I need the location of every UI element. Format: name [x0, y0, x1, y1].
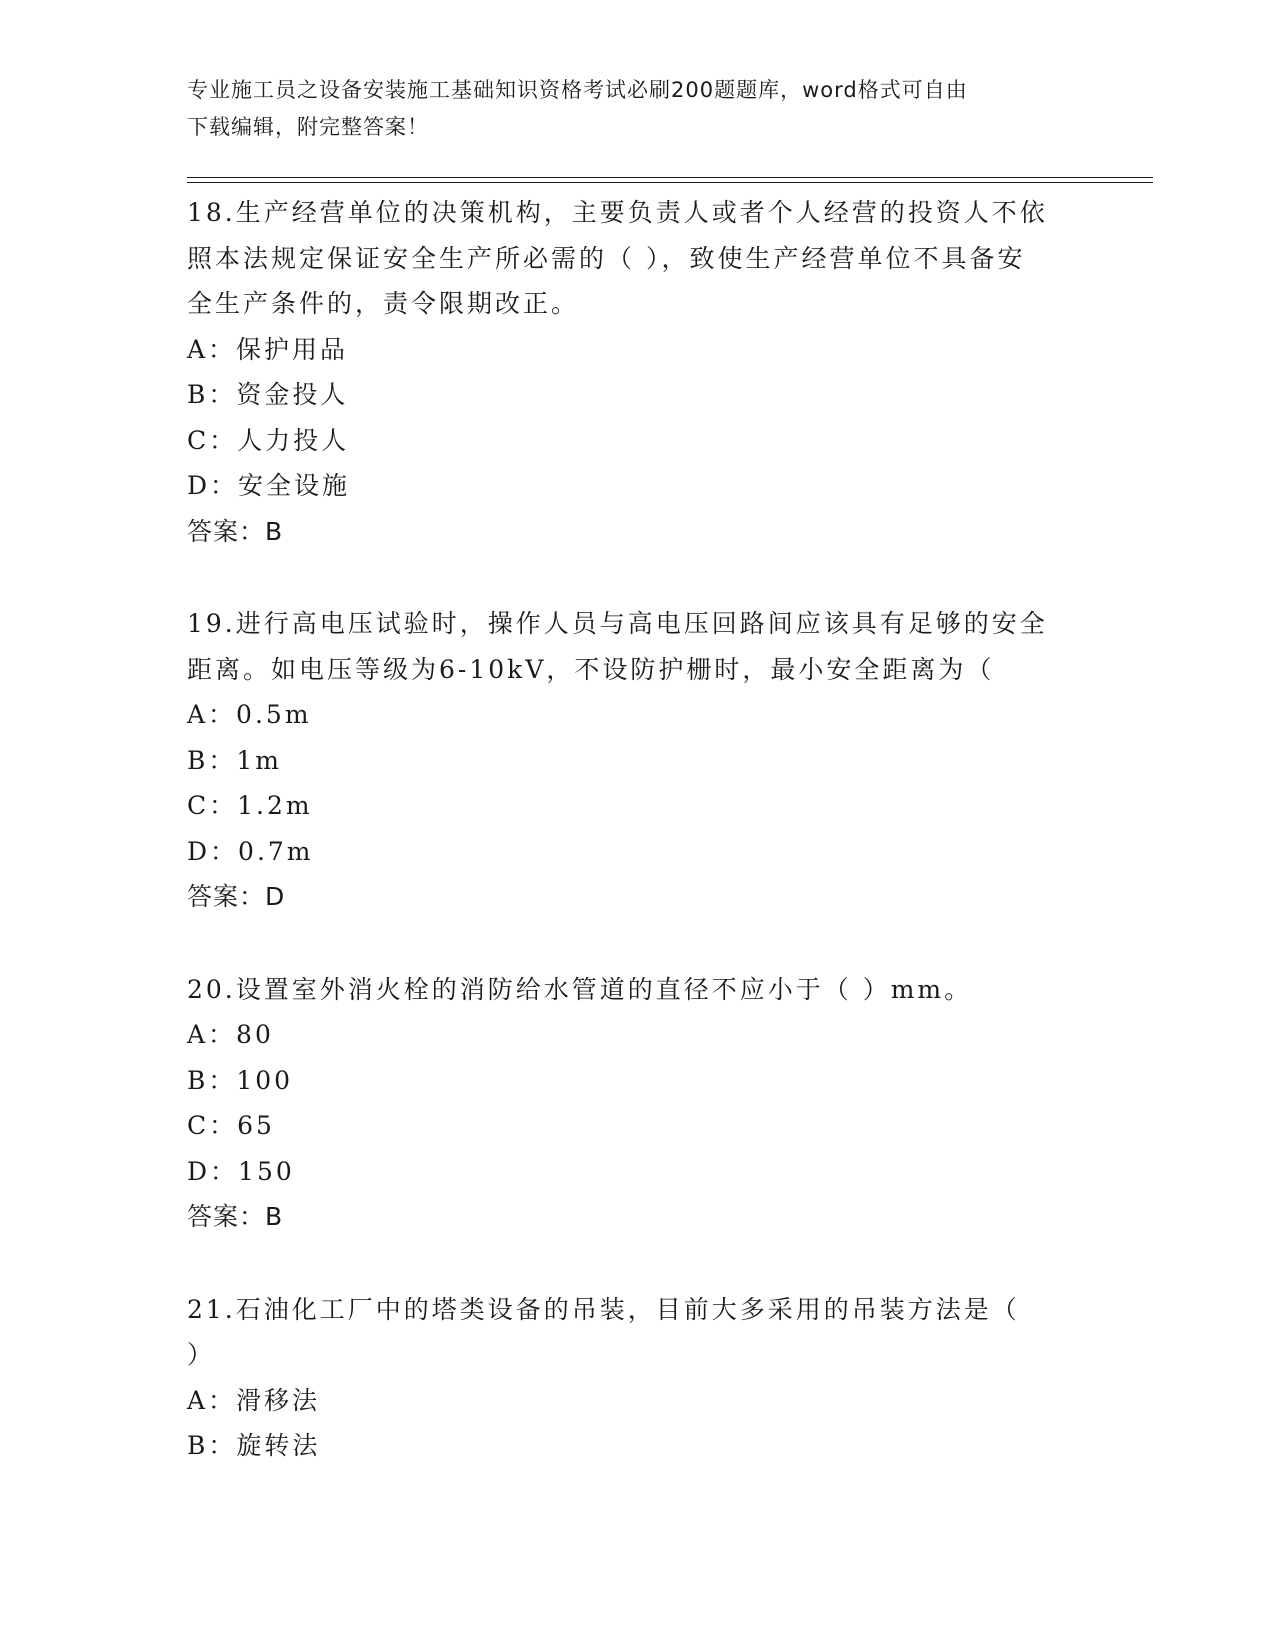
- header-divider-bottom: [187, 182, 1153, 183]
- question-stem-line: 照本法规定保证安全生产所必需的（ ），致使生产经营单位不具备安: [187, 243, 1026, 273]
- option-c: C：人力投人: [187, 425, 350, 455]
- question-19: [187, 601, 1087, 920]
- option-d: D：安全设施: [187, 471, 351, 500]
- option-d: D：150: [187, 1156, 295, 1186]
- option-a: A：80: [187, 1020, 274, 1049]
- question-spacer: [187, 920, 1087, 967]
- option-b: B：资金投人: [187, 380, 349, 409]
- header-divider-top: [187, 177, 1153, 178]
- header-line-1: 专业施工员之设备安装施工基础知识资格考试必刷200题题库，word格式可自由: [187, 78, 968, 102]
- question-spacer: [187, 554, 1087, 601]
- question-18: [187, 190, 1087, 554]
- option-d: D：0.7m: [187, 836, 314, 866]
- question-spacer: [187, 1240, 1087, 1287]
- option-c: C：65: [187, 1111, 275, 1140]
- question-stem-line: 19.进行高电压试验时，操作人员与高电压回路间应该具有足够的安全: [187, 609, 1048, 638]
- option-a: A：保护用品: [187, 334, 349, 364]
- question-stem-line: 21.石油化工厂中的塔类设备的吊装，目前大多采用的吊装方法是（: [187, 1294, 1020, 1324]
- answer-line: 答案：D: [187, 882, 286, 911]
- option-a: A：滑移法: [187, 1385, 321, 1415]
- answer-line: 答案：B: [187, 516, 284, 546]
- question-stem-line: ）: [187, 1340, 216, 1369]
- question-stem-line: 距离。如电压等级为6-10kV，不设防护栅时，最小安全距离为（: [187, 654, 995, 684]
- question-list: [187, 190, 1087, 1469]
- question-20: [187, 967, 1087, 1240]
- document-header: [187, 72, 1067, 146]
- question-stem-line: 20.设置室外消火栓的消防给水管道的直径不应小于（ ）mm。: [187, 974, 973, 1004]
- question-stem-line: 全生产条件的，责令限期改正。: [187, 289, 580, 318]
- header-line-2: 下载编辑，附完整答案！: [187, 115, 429, 139]
- option-b: B：1m: [187, 745, 282, 775]
- option-c: C：1.2m: [187, 791, 313, 820]
- question-stem-line: 18.生产经营单位的决策机构，主要负责人或者个人经营的投资人不依: [187, 198, 1048, 227]
- answer-line: 答案：B: [187, 1202, 284, 1231]
- option-a: A：0.5m: [187, 700, 312, 729]
- option-b: B：100: [187, 1065, 294, 1095]
- question-21: [187, 1287, 1087, 1469]
- option-b: B：旋转法: [187, 1431, 321, 1460]
